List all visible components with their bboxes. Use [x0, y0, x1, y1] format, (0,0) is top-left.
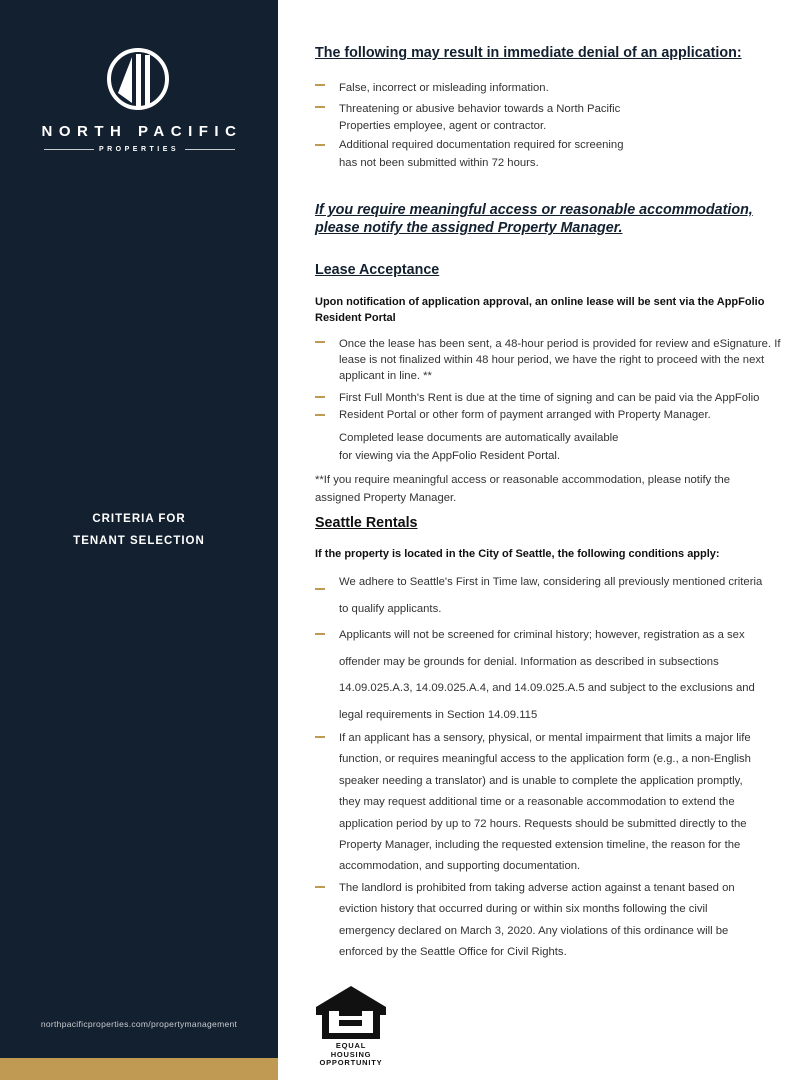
- access-notice: If you require meaningful access or reasonable accommodation, please notify the assigned Property Manager.: [315, 202, 753, 236]
- list-item: First Full Month's Rent is due at the time of signing and can be paid via the AppFolio Resident Portal or other form of payment arranged with Property Manager.: [339, 392, 760, 421]
- logo-icon: [106, 47, 170, 111]
- list-item: Completed lease documents are automatically available for viewing via the AppFolio Resident Portal.: [339, 432, 619, 462]
- list-item: Applicants will not be screened for criminal history; however, registration as a sex offender may be grounds for denial. Information as described in subsections 14.09.025.A.3, 14.09.025.A.4, and 14.09.025.A.5 and subject to the exclusions and legal requirements in Section 14.09.115: [339, 629, 755, 722]
- list-item: We adhere to Seattle's First in Time law, considering all previously mentioned criteria to qualify applicants.: [339, 576, 763, 615]
- denial-heading: The following may result in immediate denial of an application:: [315, 45, 742, 61]
- sidebar-title: CRITERIA FOR TENANT SELECTION: [73, 513, 205, 547]
- dash-icon: [315, 341, 325, 343]
- seattle-heading: Seattle Rentals: [315, 515, 418, 531]
- dash-icon: [315, 886, 325, 888]
- website-link[interactable]: northpacificproperties.com/propertymanagement: [40, 1019, 238, 1029]
- dash-icon: [315, 414, 325, 416]
- seattle-intro: If the property is located in the City of Seattle, the following conditions apply:: [315, 548, 720, 560]
- brand-sub: PROPERTIES: [98, 146, 180, 153]
- dash-icon: [315, 144, 325, 146]
- gold-band: [0, 1058, 278, 1080]
- equal-housing-text: EQUAL HOUSING OPPORTUNITY: [319, 1041, 383, 1067]
- sidebar: [0, 0, 278, 1080]
- dash-icon: [315, 396, 325, 398]
- dash-icon: [315, 106, 325, 108]
- list-item: False, incorrect or misleading information.: [339, 82, 549, 94]
- dash-icon: [315, 84, 325, 86]
- lease-heading: Lease Acceptance: [315, 262, 440, 278]
- list-item: Additional required documentation required for screening has not been submitted within 72 hours.: [339, 139, 624, 169]
- brand-name: NORTH PACIFIC: [41, 123, 243, 140]
- dash-icon: [315, 588, 325, 590]
- equal-housing-icon: [315, 985, 387, 1040]
- list-item: Threatening or abusive behavior towards a North Pacific Properties employee, agent or contractor.: [339, 103, 621, 132]
- list-item: The landlord is prohibited from taking adverse action against a tenant based on eviction history that occurred during or within six months following the civil emergency declared on March 3, 2020. Any violations of this ordinance will be enforced by the Seattle Office for Civil Rights.: [339, 882, 735, 959]
- dash-icon: [315, 736, 325, 738]
- lease-note: **If you require meaningful access or reasonable accommodation, please notify the assigned Property Manager.: [315, 474, 731, 504]
- lease-intro: Upon notification of application approval, an online lease will be sent via the AppFolio Resident Portal: [315, 296, 765, 324]
- list-item: Once the lease has been sent, a 48-hour period is provided for review and eSignature. If lease is not finalized within 48 hour period, we have the right to proceed with the next applicant in line. **: [339, 338, 781, 382]
- list-item: If an applicant has a sensory, physical, or mental impairment that limits a major life function, or requires meaningful access to the application form (e.g., a non-English speaker needing a translator) and is unable to complete the application promptly, they may request additional time or a reasonable accommodation to extend the application period by up to 72 hours. Requests should be submitted directly to the Property Manager, including the requested extension timeline, the reason for the accommodation, and supporting documentation.: [339, 732, 751, 873]
- divider: [185, 149, 235, 150]
- dash-icon: [315, 633, 325, 635]
